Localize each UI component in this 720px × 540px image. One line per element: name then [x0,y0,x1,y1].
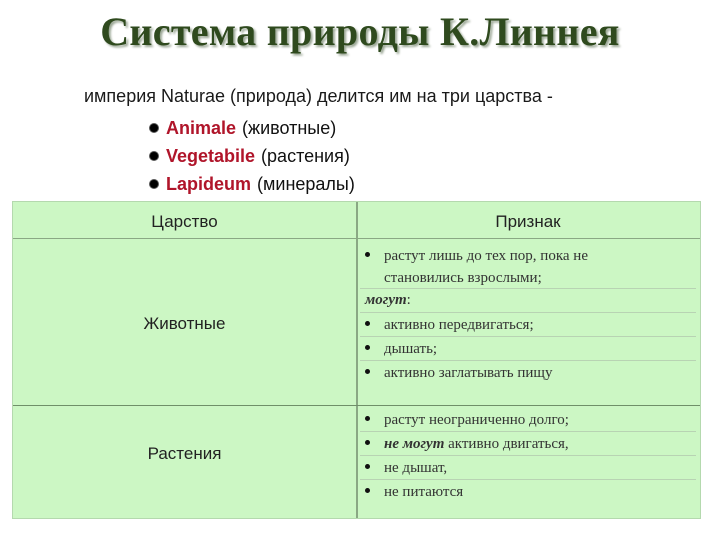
list-item [150,142,355,170]
latin-name: Lapideum [166,174,252,194]
kingdom-list [150,114,355,198]
feature-text: активно двигаться, [444,436,569,452]
feature-item [365,458,685,478]
cell-divider [360,479,696,480]
feature-text: не дышат, [384,460,448,476]
bullet-icon [365,369,370,374]
bullet-icon [365,488,370,493]
russian-name: (животные) [242,118,337,138]
bullet-icon [150,152,158,160]
feature-text: не питаются [384,484,464,500]
feature-text: растут неограниченно долго; [384,412,569,428]
feature-item [365,315,685,335]
latin-name: Animale [166,118,237,138]
russian-name: (растения) [261,146,350,166]
feature-item [365,482,685,502]
feature-continuation: становились взрослыми; [384,270,542,286]
bullet-icon [365,416,370,421]
feature-can [365,290,685,310]
header-feature: Признак [495,212,561,231]
cell-divider [360,312,696,313]
page-title: Система природы К.Линнея [100,9,620,54]
bullet-icon [365,321,370,326]
feature-text: активно заглатывать пищу [384,365,553,381]
bullet-icon [365,345,370,350]
cell-divider [360,288,696,289]
header-divider [13,238,700,239]
feature-item [365,246,685,266]
feature-item [365,410,685,430]
list-item [150,170,355,198]
feature-item [365,434,685,454]
bullet-icon [150,180,158,188]
cell-divider [360,431,696,432]
intro-text: империя Naturae (природа) делится им на три царства - [84,86,553,106]
row-divider [13,405,700,406]
list-item [150,114,355,142]
can-label: могут [365,292,407,308]
latin-name: Vegetabile [166,146,256,166]
feature-text: растут лишь до тех пор, пока не [384,248,588,264]
cell-divider [360,360,696,361]
bullet-icon [150,124,158,132]
feature-item [365,363,685,383]
column-divider [356,202,358,518]
russian-name: (минералы) [257,174,355,194]
feature-text: дышать; [384,341,438,357]
cell-divider [360,336,696,337]
bullet-icon [365,440,370,445]
cell-divider [360,455,696,456]
feature-text: активно передвигаться; [384,317,534,333]
bullet-icon [365,464,370,469]
bullet-icon [365,252,370,257]
kingdom-plants: Растения [147,444,222,463]
kingdom-animals: Животные [143,314,226,333]
can-suffix: : [406,292,411,308]
header-kingdom: Царство [151,212,218,231]
classification-table [12,201,701,519]
feature-item [365,339,685,359]
cannot-label: не могут [384,436,445,452]
